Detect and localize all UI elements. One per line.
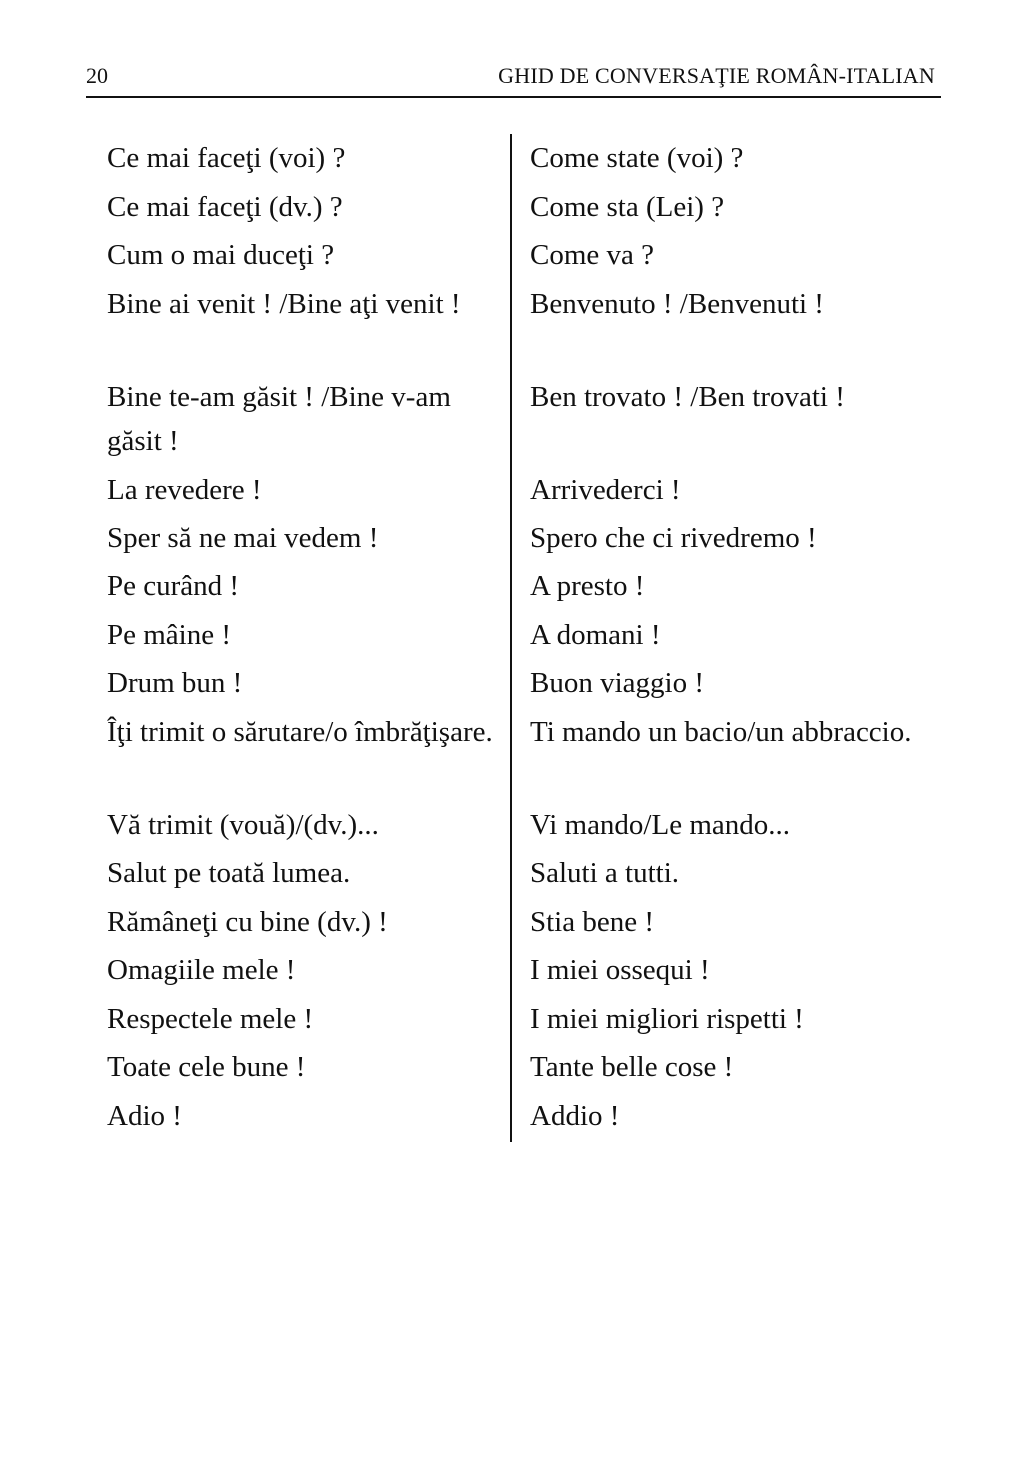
- italian-phrase: I miei migliori rispetti !: [530, 1003, 804, 1035]
- romanian-phrase: Drum bun !: [107, 667, 243, 699]
- romanian-phrase: La revedere !: [107, 474, 262, 506]
- italian-phrase: A presto !: [530, 570, 645, 602]
- romanian-phrase: Salut pe toată lumea.: [107, 857, 351, 889]
- italian-phrase: Come va ?: [530, 239, 655, 271]
- romanian-phrase: Pe curând !: [107, 570, 240, 602]
- italian-phrase: Tante belle cose !: [530, 1051, 734, 1083]
- italian-phrase: Vi mando/Le mando...: [530, 809, 791, 841]
- italian-phrase: Spero che ci rivedremo !: [530, 522, 817, 554]
- italian-phrase: Come state (voi) ?: [530, 142, 744, 174]
- italian-phrase: Arrivederci !: [530, 474, 681, 506]
- romanian-phrase: Cum o mai duceţi ?: [107, 239, 335, 271]
- italian-phrase: Addio !: [530, 1100, 620, 1132]
- romanian-phrase: Sper să ne mai vedem !: [107, 522, 379, 554]
- romanian-phrase: Îţi trimit o sărutare/o îmbrăţişare.: [107, 716, 493, 748]
- italian-phrase: I miei ossequi !: [530, 954, 710, 986]
- italian-phrase: Buon viaggio !: [530, 667, 704, 699]
- italian-phrase: A domani !: [530, 619, 661, 651]
- romanian-phrase: Ce mai faceţi (dv.) ?: [107, 191, 343, 223]
- page-number: 20: [86, 63, 108, 88]
- romanian-phrase: Toate cele bune !: [107, 1051, 306, 1083]
- romanian-phrase: Adio !: [107, 1100, 182, 1132]
- italian-phrase: Benvenuto ! /Benvenuti !: [530, 288, 824, 320]
- column-divider: [510, 134, 512, 1142]
- page-header: [86, 62, 941, 98]
- romanian-phrase: Respectele mele !: [107, 1003, 314, 1035]
- romanian-phrase: Rămâneţi cu bine (dv.) !: [107, 906, 388, 938]
- running-title: GHID DE CONVERSAŢIE ROMÂN-ITALIAN: [498, 63, 935, 88]
- italian-phrase: Ti mando un bacio/un abbraccio.: [530, 716, 912, 748]
- romanian-phrase: Vă trimit (vouă)/(dv.)...: [107, 809, 379, 841]
- italian-phrase: Come sta (Lei) ?: [530, 191, 725, 223]
- italian-phrase: Stia bene !: [530, 906, 655, 938]
- romanian-phrase: Ce mai faceţi (voi) ?: [107, 142, 346, 174]
- romanian-phrase: Bine ai venit ! /Bine aţi venit !: [107, 288, 461, 320]
- italian-phrase: Ben trovato ! /Ben trovati !: [530, 381, 845, 413]
- italian-phrase: Saluti a tutti.: [530, 857, 680, 889]
- romanian-phrase: Pe mâine !: [107, 619, 232, 651]
- romanian-phrase: Omagiile mele !: [107, 954, 296, 986]
- romanian-phrase: Bine te-am găsit ! /Bine v-am găsit !: [107, 381, 451, 457]
